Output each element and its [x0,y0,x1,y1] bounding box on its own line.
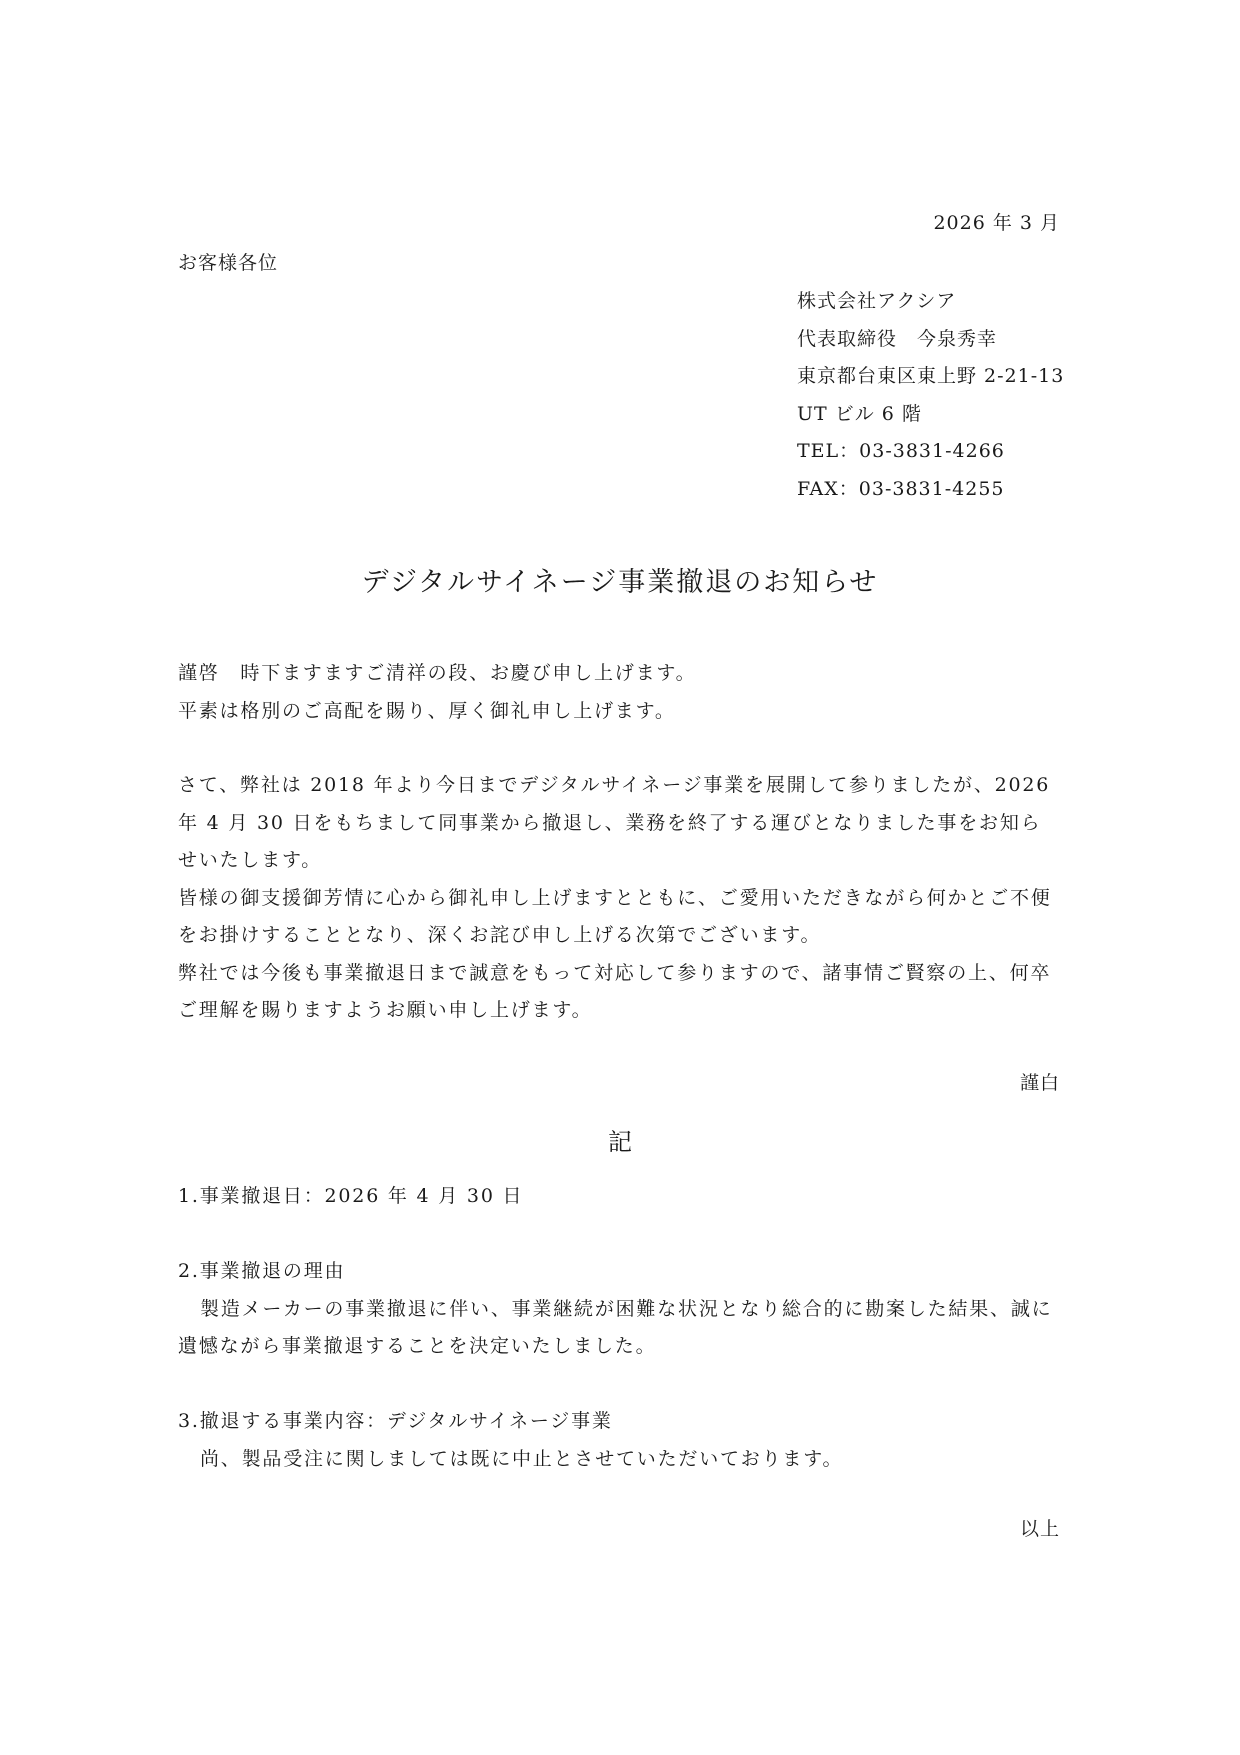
sender-address-line2: UT ビル 6 階 [797,402,922,425]
sender-representative: 代表取締役 今泉秀幸 [797,327,998,350]
item-2-text: 製造メーカーの事業撤退に伴い、事業継続が困難な状況となり総合的に勘案した結果、誠に遺憾ながら事業撤退することを決定いたしました。 [178,1297,1053,1357]
item-1-text: 1.事業撤退日：2026 年 4 月 30 日 [178,1185,524,1207]
ki-heading: 記 [608,1128,632,1156]
item-2-heading: 2.事業撤退の理由 [178,1260,346,1282]
item-3-heading: 3.撤退する事業内容：デジタルサイネージ事業 [178,1410,613,1432]
main-text-block [178,767,1060,1030]
sender-company: 株式会社アクシア [797,290,957,312]
item-3 [178,1403,1060,1478]
sender-block [797,283,1064,508]
document-title: デジタルサイネージ事業撤退のお知らせ [361,567,879,598]
recipient: お客様各位 [178,252,279,274]
document-date: 2026 年 3 月 [933,212,1060,234]
item-3-text: 尚、製品受注に関しましては既に中止とさせていただいております。 [200,1447,844,1470]
greeting-block [178,655,1060,730]
closing-word: 謹白 [1019,1072,1060,1094]
sender-tel: TEL：03-3831-4266 [797,440,1005,462]
ending-word: 以上 [1019,1518,1060,1540]
body-paragraph-1: さて、弊社は 2018 年より今日までデジタルサイネージ事業を展開して参りましたが、2026 年 4 月 30 日をもちまして同事業から撤退し、業務を終了する運びとなりました事をお知らせいたします。 [178,774,1051,871]
item-2 [178,1253,1060,1366]
body-paragraph-2: 皆様の御支援御芳情に心から御礼申し上げますとともに、ご愛用いただきながら何かとご不便をお掛けすることとなり、深くお詫び申し上げる次第でございます。 [178,886,1052,946]
sender-fax: FAX：03-3831-4255 [797,477,1005,500]
item-1 [178,1178,1060,1216]
body-paragraph-3: 弊社では今後も事業撤退日まで誠意をもって対応して参りますので、諸事情ご賢察の上、何卒ご理解を賜りますようお願い申し上げます。 [178,961,1052,1021]
greeting-line1: 謹啓 時下ますますご清祥の段、お慶び申し上げます。 [178,662,697,684]
sender-address-line1: 東京都台東区東上野 2-21-13 [797,365,1065,387]
greeting-line2: 平素は格別のご高配を賜り、厚く御礼申し上げます。 [178,699,676,722]
